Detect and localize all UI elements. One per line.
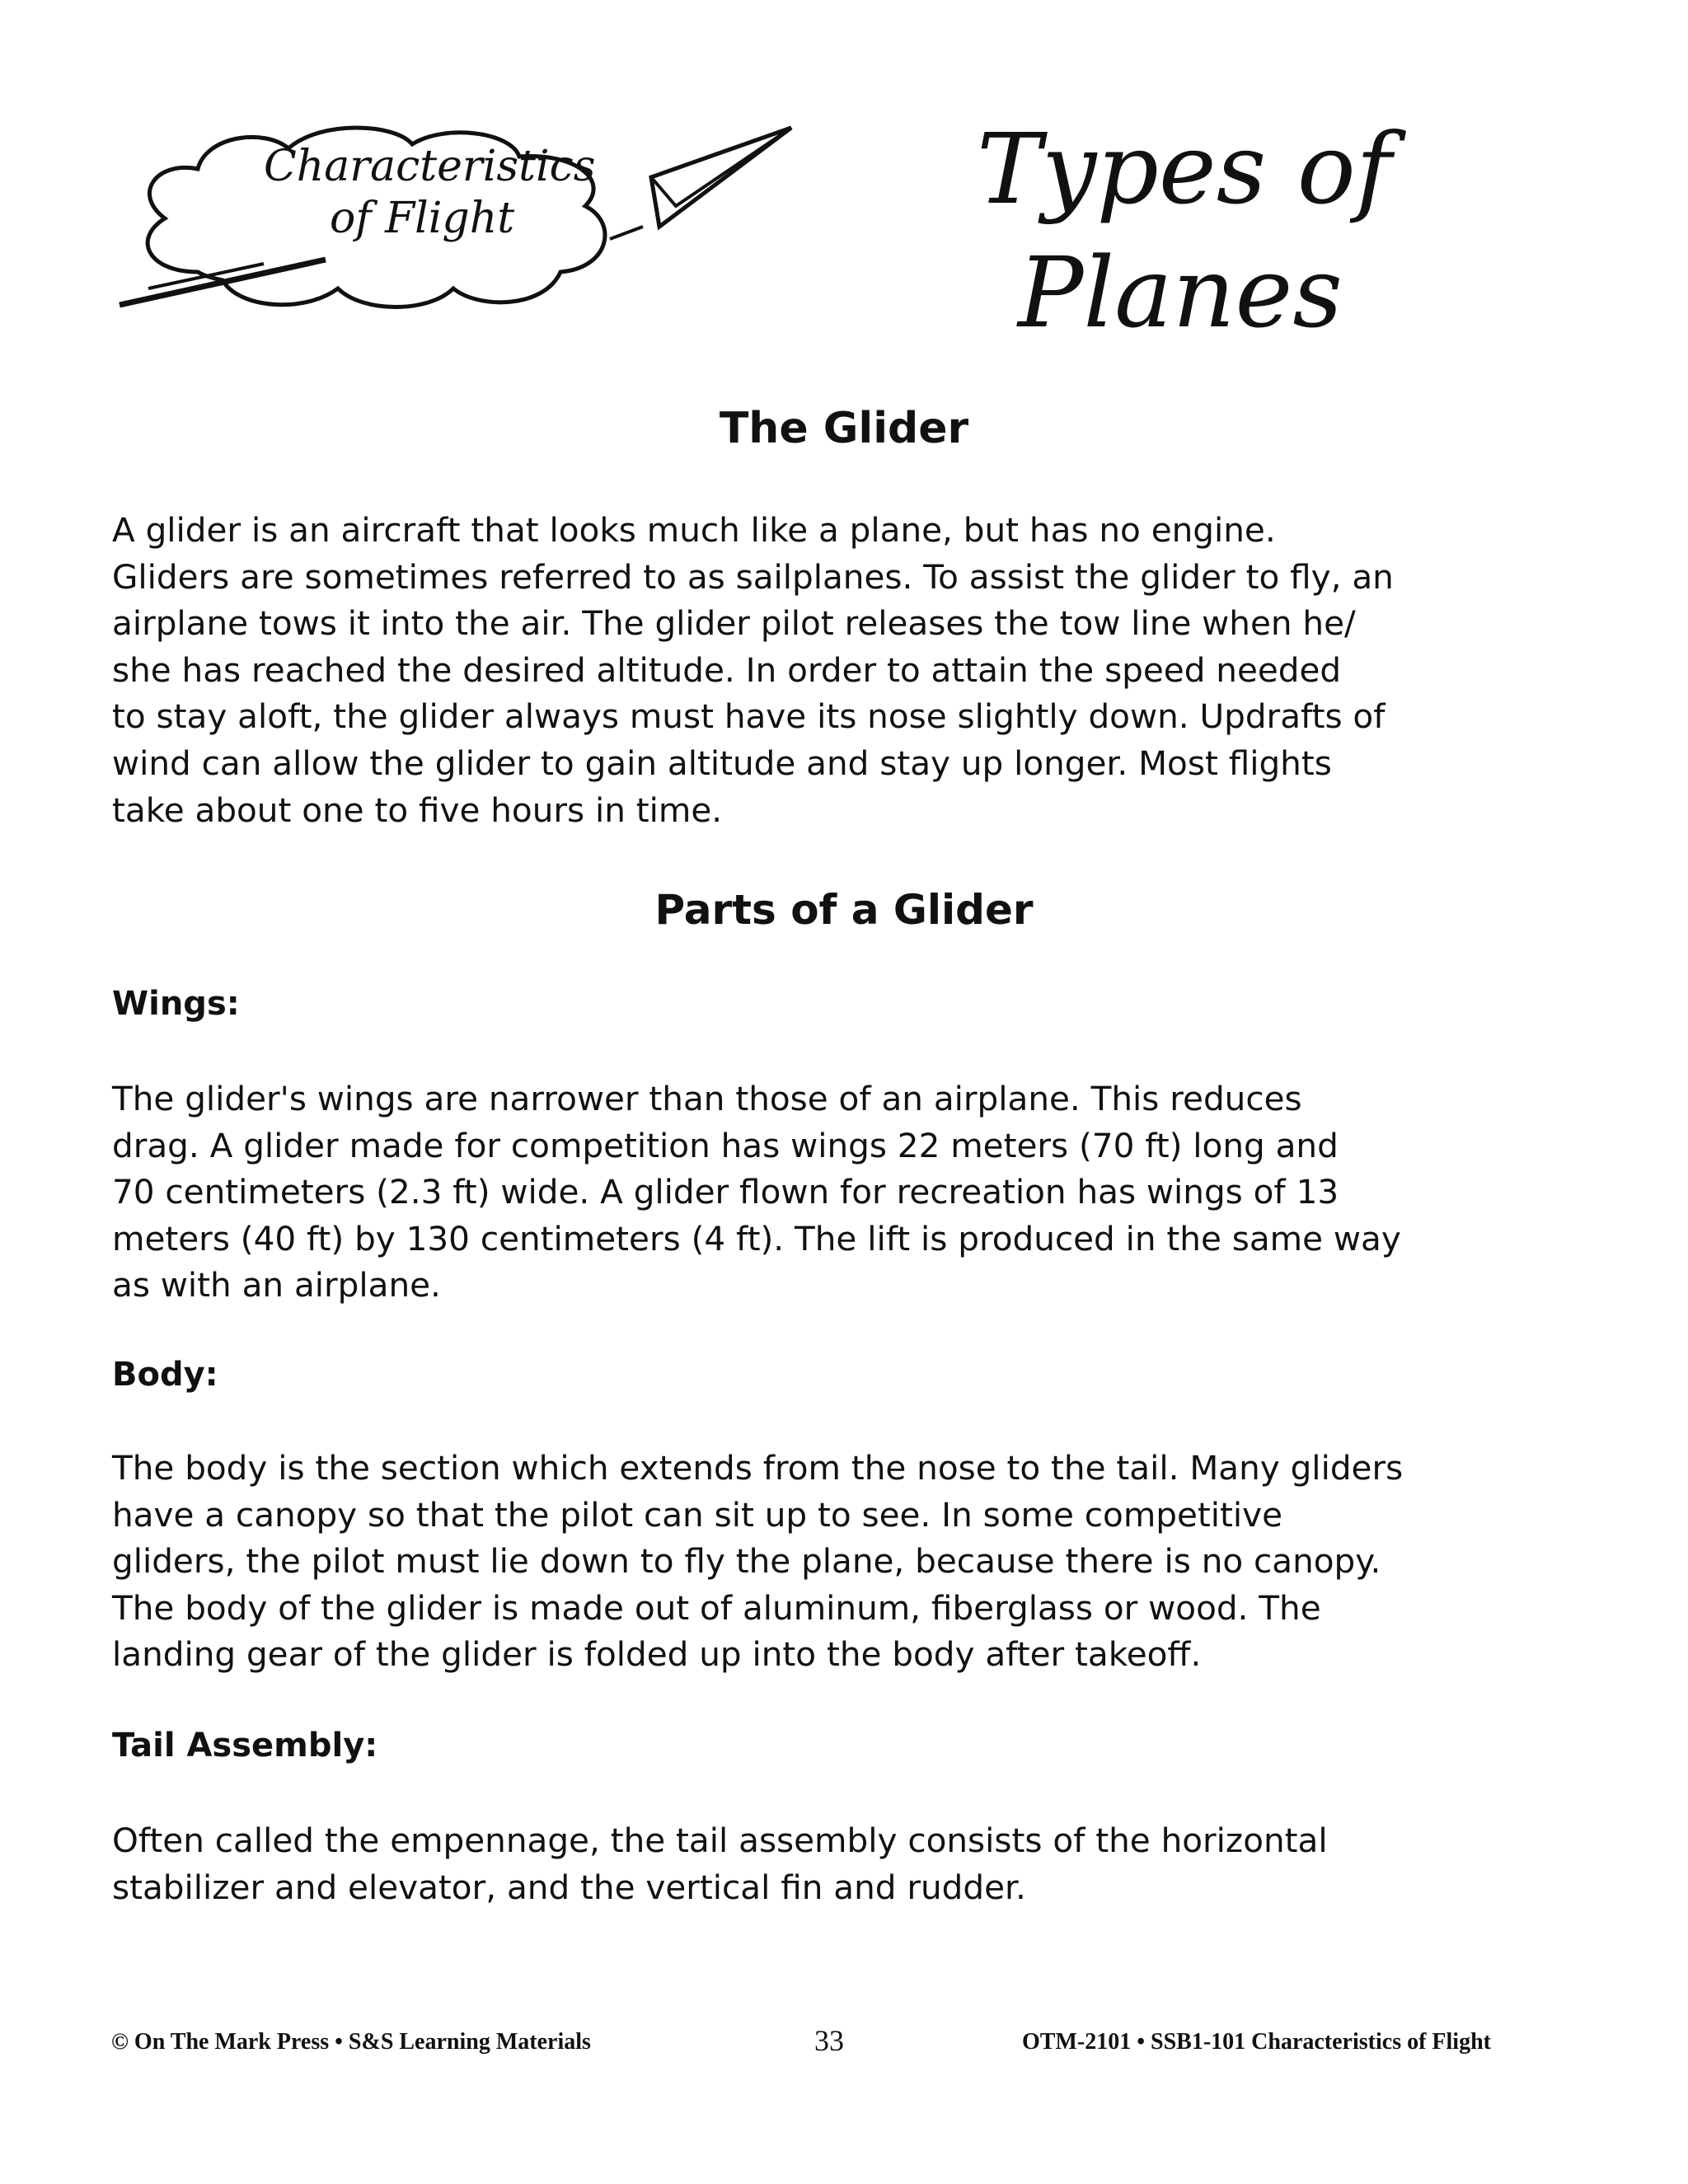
section-heading: The Glider — [719, 404, 969, 453]
intro-paragraph — [112, 507, 1394, 833]
body-label: Body: — [112, 1356, 218, 1394]
text-line: wind can allow the glider to gain altitude and stay up longer. Most flights — [112, 743, 1332, 783]
text-line: The glider's wings are narrower than those of an airplane. This reduces — [112, 1079, 1302, 1118]
text-line: 70 centimeters (2.3 ft) wide. A glider flown for recreation has wings of 13 — [112, 1172, 1339, 1212]
page-title-line-1: Types of — [977, 112, 1392, 226]
text-line: as with an airplane. — [112, 1265, 441, 1305]
text-line: The body is the section which extends from the nose to the tail. Many gliders — [112, 1448, 1404, 1488]
logo-line-1: Characteristics — [264, 142, 596, 191]
tail-assembly-paragraph — [112, 1817, 1328, 1910]
logo-line-2: of Flight — [330, 194, 515, 243]
text-line: she has reached the desired altitude. In order to attain the speed needed — [112, 649, 1342, 690]
text-line: to stay aloft, the glider always must have its nose slightly down. Updrafts of — [112, 696, 1386, 737]
parts-heading: Parts of a Glider — [654, 886, 1034, 934]
text-line: stabilizer and elevator, and the vertical fin and rudder. — [112, 1867, 1026, 1907]
text-line: gliders, the pilot must lie down to fly the plane, because there is no canopy. — [112, 1541, 1381, 1582]
text-line: landing gear of the glider is folded up into the body after takeoff. — [112, 1634, 1202, 1675]
text-line: meters (40 ft) by 130 centimeters (4 ft). The lift is produced in the same way — [112, 1218, 1401, 1258]
text-line: drag. A glider made for competition has wings 22 meters (70 ft) long and — [112, 1125, 1339, 1165]
footer-product-code: OTM-2101 • SSB1-101 Characteristics of Flight — [1022, 2029, 1491, 2055]
text-line: A glider is an aircraft that looks much like a plane, but has no engine. — [112, 510, 1276, 550]
text-line: airplane tows it into the air. The glider pilot releases the tow line when he/ — [112, 603, 1356, 644]
logo — [115, 115, 808, 321]
body-paragraph — [112, 1445, 1403, 1678]
text-line: take about one to five hours in time. — [112, 790, 723, 830]
tail-assembly-label: Tail Assembly: — [112, 1727, 378, 1765]
page-number: 33 — [814, 2024, 844, 2057]
text-line: Gliders are sometimes referred to as sailplanes. To assist the glider to fly, an — [112, 556, 1394, 597]
wings-label: Wings: — [112, 985, 240, 1023]
text-line: Often called the empennage, the tail assembly consists of the horizontal — [112, 1821, 1328, 1860]
text-line: The body of the glider is made out of aluminum, fiberglass or wood. The — [112, 1587, 1321, 1628]
footer-copyright: © On The Mark Press • S&S Learning Materials — [111, 2029, 591, 2055]
page-title-line-2: Planes — [1018, 236, 1343, 349]
text-line: have a canopy so that the pilot can sit up to see. In some competitive — [112, 1494, 1283, 1535]
wings-paragraph — [112, 1076, 1401, 1309]
